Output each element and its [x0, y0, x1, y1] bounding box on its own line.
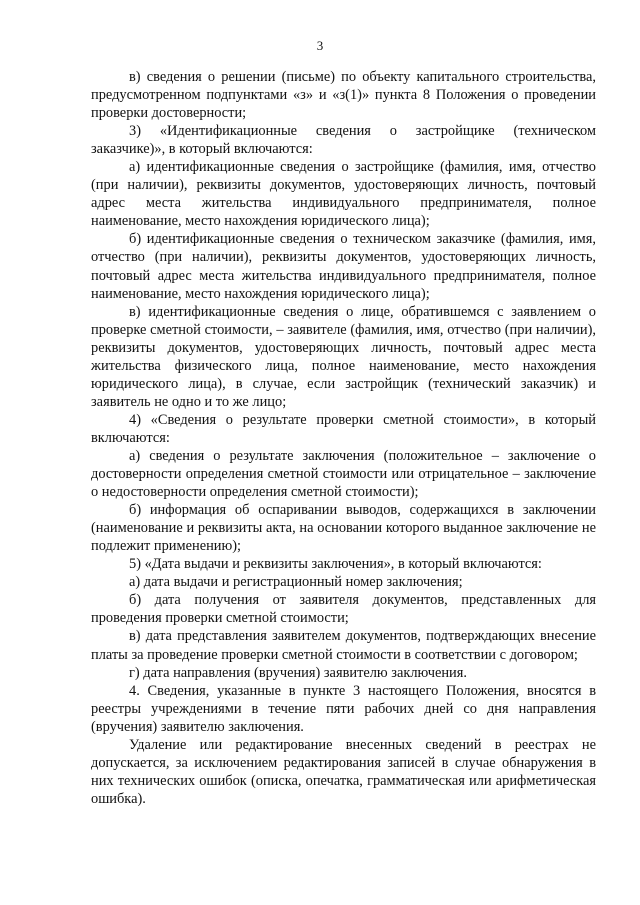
- paragraph-g-delivery-date: г) дата направления (вручения) заявителю заключения.: [129, 664, 467, 681]
- page-number: 3: [316, 38, 324, 53]
- paragraph-section-5-issue-date: 5) «Дата выдачи и реквизиты заключения», в который включаются:: [129, 556, 542, 573]
- paragraph-section-4-verification-result: 4) «Сведения о результате проверки сметной стоимости», в который включаются:: [91, 411, 596, 446]
- paragraph-register-editing-rules: Удаление или редактирование внесенных сведений в реестрах не допускается, за исключением редактирования записей в случае обнаружения в них технических ошибок (описка, опечатка, грамматическая или арифметическая ошибка).: [91, 736, 596, 807]
- paragraph-item-4-register-entry: 4. Сведения, указанные в пункте 3 настоящего Положения, вносятся в реестры учреждениями в течение пяти рабочих дней со дня направления (вручения) заявителю заключения.: [91, 682, 596, 735]
- paragraph-b-technical-customer-details: б) идентификационные сведения о техническом заказчике (фамилия, имя, отчество (при наличии), реквизиты документов, удостоверяющих личность, почтовый адрес места жительства индивидуального предпринимателя, полное наименование, место нахождения юридического лица);: [91, 231, 596, 302]
- paragraph-a-issue-date-number: а) дата выдачи и регистрационный номер заключения;: [129, 574, 463, 591]
- paragraph-v-capital-construction-decision: в) сведения о решении (письме) по объекту капитального строительства, предусмотренном подпунктами «з» и «з(1)» пункта 8 Положения о проведении проверки достоверности;: [91, 69, 596, 122]
- document-body: [91, 68, 596, 808]
- paragraph-v-payment-documents-date: в) дата представления заявителем документов, подтверждающих внесение платы за проведение проверки сметной стоимости в соответствии с договором;: [91, 628, 596, 663]
- paragraph-v-applicant-details: в) идентификационные сведения о лице, обратившемся с заявлением о проверке сметной стоимости, – заявителе (фамилия, имя, отчество (при наличии), реквизиты документов, удостоверяющих личность, почтовый адрес места жительства физического лица, полное наименование, место нахождения юридического лица), в случае, если застройщик (технический заказчик) и заявитель не одно и то же лицо;: [91, 303, 596, 410]
- paragraph-a-developer-details: а) идентификационные сведения о застройщике (фамилия, имя, отчество (при наличии), реквизиты документов, удостоверяющих личность, почтовый адрес места жительства индивидуального предпринимателя, полное наименование, место нахождения юридического лица);: [91, 159, 596, 230]
- paragraph-a-conclusion-result: а) сведения о результате заключения (положительное – заключение о достоверности определения сметной стоимости или отрицательное – заключение о недостоверности определения сметной стоимости);: [91, 447, 596, 501]
- paragraph-section-3-developer-identification: 3) «Идентификационные сведения о застройщике (техническом заказчике)», в который включаются:: [91, 123, 596, 158]
- paragraph-b-conclusion-dispute: б) информация об оспаривании выводов, содержащихся в заключении (наименование и реквизиты акта, на основании которого выданное заключение не подлежит применению);: [91, 502, 596, 555]
- paragraph-b-documents-received-date: б) дата получения от заявителя документов, представленных для проведения проверки сметной стоимости;: [91, 592, 596, 627]
